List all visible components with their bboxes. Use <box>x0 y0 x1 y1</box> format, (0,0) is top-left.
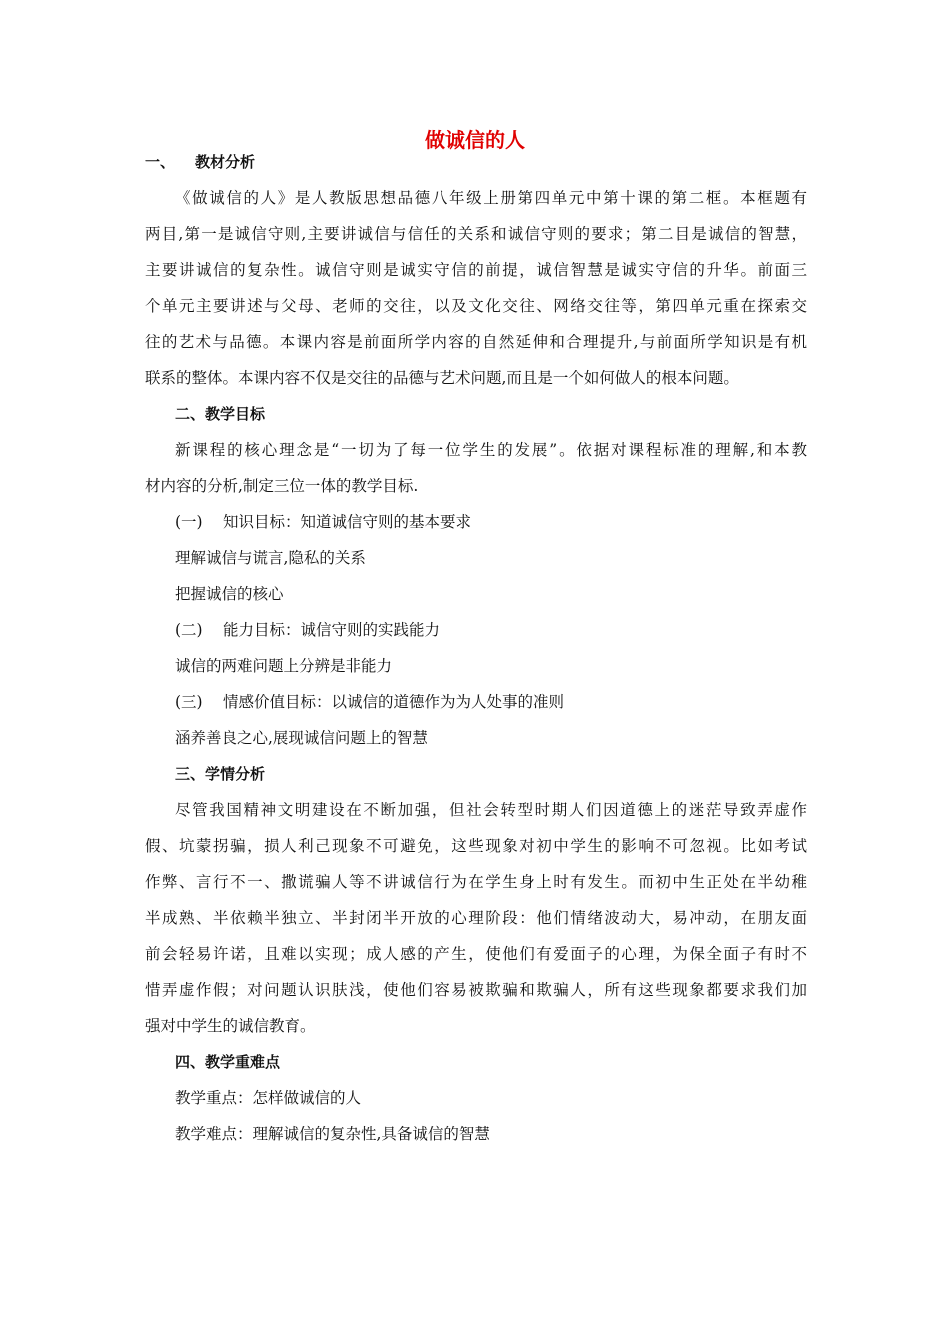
goal-item <box>175 692 564 712</box>
goal-sub: 理解诚信与谎言,隐私的关系 <box>175 549 366 567</box>
goal-sub: 涵养善良之心,展现诚信问题上的智慧 <box>175 729 428 747</box>
paragraph-line: 作弊、言行不一、撒谎骗人等不讲诚信行为在学生身上时有发生。而初中生正处在半幼稚 <box>145 873 807 891</box>
goal-item <box>175 512 471 532</box>
paragraph-line: 惜弄虚作假；对问题认识肤浅，使他们容易被欺骗和欺骗人，所有这些现象都要求我们加 <box>145 981 807 999</box>
goal-text: 能力目标：诚信守则的实践能力 <box>223 621 441 639</box>
goal-item <box>175 620 440 640</box>
section1-title: 教材分析 <box>195 153 256 171</box>
goal-sub: 诚信的两难问题上分辨是非能力 <box>175 657 393 675</box>
section3-heading: 三、学情分析 <box>175 765 266 783</box>
paragraph-line: 前会轻易许诺，且难以实现；成人感的产生，使他们有爱面子的心理，为保全面子有时不 <box>145 945 807 963</box>
section4-heading: 四、教学重难点 <box>175 1053 281 1071</box>
paragraph-line: 教学重点：怎样做诚信的人 <box>175 1089 362 1107</box>
paragraph-line: 尽管我国精神文明建设在不断加强，但社会转型时期人们因道德上的迷茫导致弄虚作 <box>175 801 807 819</box>
goal-number: (三) <box>175 693 203 711</box>
paragraph-line: 教学难点：理解诚信的复杂性,具备诚信的智慧 <box>175 1125 490 1143</box>
goal-number: (二) <box>175 621 203 639</box>
paragraph-line: 《做诚信的人》是人教版思想品德八年级上册第四单元中第十课的第二框。本框题有 <box>175 189 807 207</box>
paragraph-line: 新课程的核心理念是“一切为了每一位学生的发展”。依据对课程标准的理解,和本教 <box>175 441 807 459</box>
paragraph-line: 强对中学生的诚信教育。 <box>145 1017 316 1035</box>
goal-number: (一) <box>175 513 203 531</box>
section2-heading: 二、教学目标 <box>175 405 266 423</box>
goal-text: 知识目标：知道诚信守则的基本要求 <box>223 513 472 531</box>
section1-number: 一、 <box>145 153 176 171</box>
goal-text: 情感价值目标：以诚信的道德作为为人处事的准则 <box>223 693 565 711</box>
document-title: 做诚信的人 <box>425 128 525 152</box>
paragraph-line: 主要讲诚信的复杂性。诚信守则是诚实守信的前提，诚信智慧是诚实守信的升华。前面三 <box>145 261 807 279</box>
paragraph-line: 联系的整体。本课内容不仅是交往的品德与艺术问题,而且是一个如何做人的根本问题。 <box>145 369 739 387</box>
paragraph-line: 假、坑蒙拐骗，损人利己现象不可避免，这些现象对初中学生的影响不可忽视。比如考试 <box>145 837 807 855</box>
paragraph-line: 两目,第一是诚信守则,主要讲诚信与信任的关系和诚信守则的要求；第二目是诚信的智慧， <box>145 225 807 243</box>
paragraph-line: 半成熟、半依赖半独立、半封闭半开放的心理阶段：他们情绪波动大，易冲动，在朋友面 <box>145 909 807 927</box>
goal-sub: 把握诚信的核心 <box>175 585 284 603</box>
paragraph-line: 材内容的分析,制定三位一体的教学目标. <box>145 477 419 495</box>
section1-heading <box>145 152 255 172</box>
paragraph-line: 个单元主要讲述与父母、老师的交往，以及文化交往、网络交往等，第四单元重在探索交 <box>145 297 807 315</box>
paragraph-line: 往的艺术与品德。本课内容是前面所学内容的自然延伸和合理提升,与前面所学知识是有机 <box>145 333 807 351</box>
